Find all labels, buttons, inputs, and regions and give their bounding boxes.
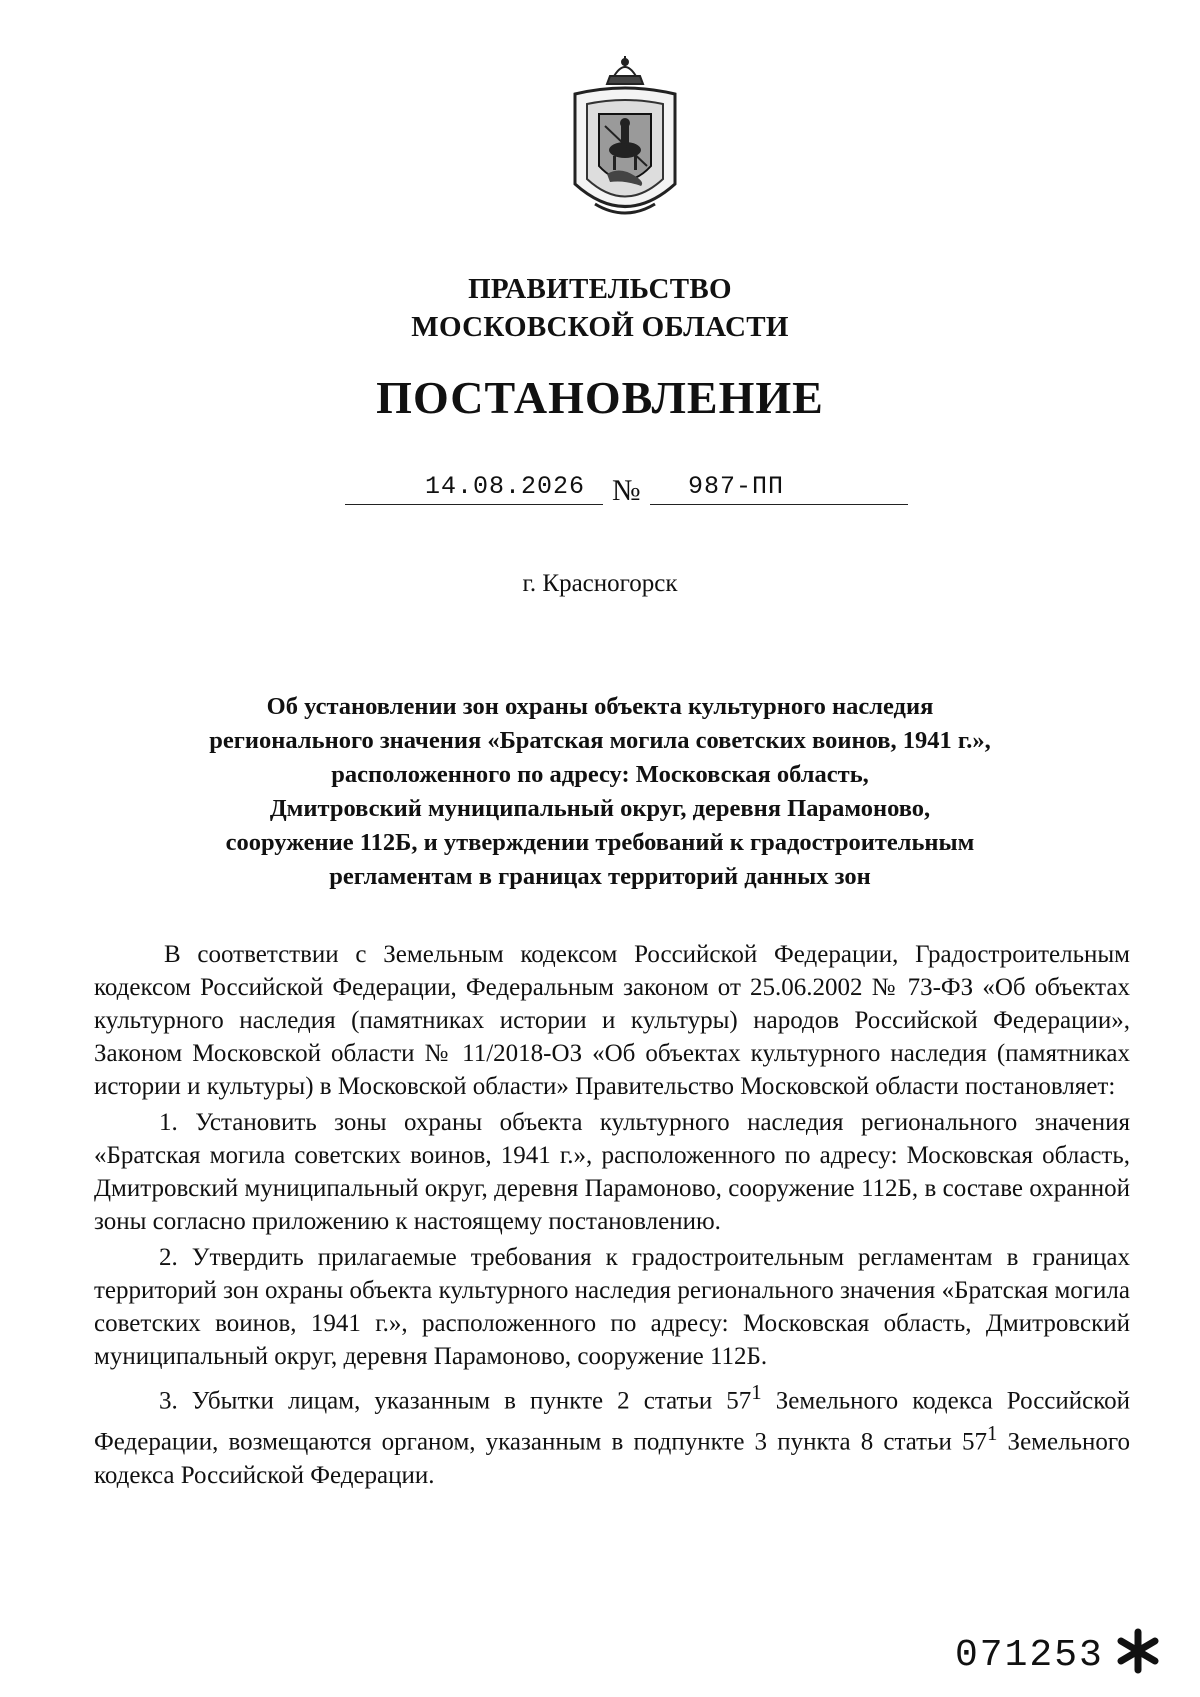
title-line: Дмитровский муниципальный округ, деревня Парамоново, xyxy=(269,795,931,822)
organization-name-line1: ПРАВИТЕЛЬСТВО xyxy=(468,273,732,305)
preamble-paragraph: В соответствии с Земельным кодексом Российской Федерации, Градостроительным кодексом Российской Федерации, Федеральным законом от 25.06.2002 № 73-ФЗ «Об объектах культурного наследия (памятниках истории и культуры) народов Российской Федерации», Законом Московской области № 11/2018-ОЗ «Об объектах культурного наследия (памятниках истории и культуры) в Московской области» Правительство Московской области постановляет: xyxy=(94,941,1130,1100)
document-number: 987-ПП xyxy=(688,472,785,501)
city: г. Красногорск xyxy=(522,570,678,597)
serial-number: 071253 xyxy=(955,1634,1104,1677)
item-3-text-part2: Земельного кодекса Российской Федерации, возмещаются органом, указанным в подпункте 3 пункта 8 статьи 57 xyxy=(94,1387,1130,1456)
organization-name-line2: МОСКОВСКОЙ ОБЛАСТИ xyxy=(411,311,789,343)
superscript: 1 xyxy=(751,1380,762,1404)
superscript: 1 xyxy=(987,1421,998,1446)
item-3-paragraph xyxy=(94,1376,1130,1492)
document-title xyxy=(100,690,1100,894)
title-line: сооружение 112Б, и утверждении требований к градостроительным xyxy=(225,829,975,856)
title-line: регионального значения «Братская могила советских воинов, 1941 г.», xyxy=(209,727,991,754)
title-line: регламентам в границах территорий данных зон xyxy=(329,863,871,890)
item-2-paragraph: 2. Утвердить прилагаемые требования к градостроительным регламентам в границах территорий зон охраны объекта культурного наследия регионального значения «Братская могила советских воинов, 1941 г.», расположенного по адресу: Московская область, Дмитровский муниципальный округ, деревня Парамоново, сооружение 112Б. xyxy=(94,1244,1130,1370)
document-type: ПОСТАНОВЛЕНИЕ xyxy=(376,372,824,423)
item-3-text-part1: 3. Убытки лицам, указанным в пункте 2 статьи 57 xyxy=(159,1387,752,1415)
number-field xyxy=(650,472,908,505)
document-date: 14.08.2026 xyxy=(425,472,586,501)
number-sign: № xyxy=(612,474,641,507)
coat-of-arms-icon xyxy=(565,54,685,224)
title-line: Об установлении зон охраны объекта культурного наследия xyxy=(266,693,934,720)
title-line: расположенного по адресу: Московская область, xyxy=(331,761,869,788)
asterisk-icon xyxy=(1115,1628,1161,1674)
date-field xyxy=(345,472,603,505)
item-3-text-part3: Земельного кодекса Российской Федерации. xyxy=(94,1428,1130,1489)
document-body xyxy=(94,938,1130,1492)
item-1-paragraph: 1. Установить зоны охраны объекта культурного наследия регионального значения «Братская могила советских воинов, 1941 г.», расположенного по адресу: Московская область, Дмитровский муниципальный округ, деревня Парамоново, сооружение 112Б, в составе охранной зоны согласно приложению к настоящему постановлению. xyxy=(94,1109,1130,1235)
